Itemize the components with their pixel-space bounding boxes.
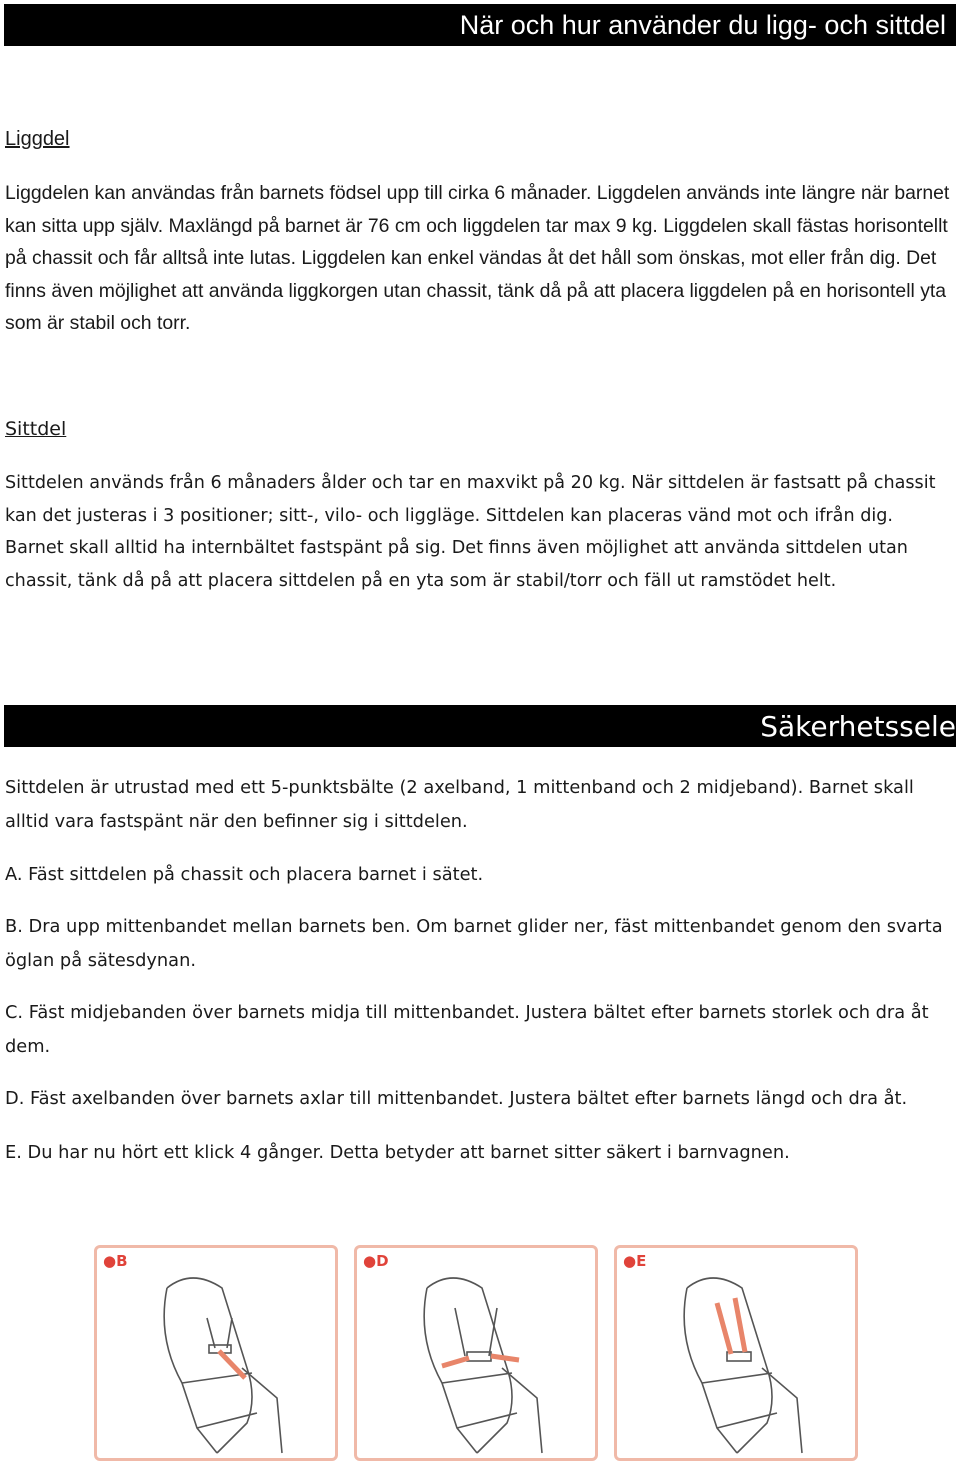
step-d: D. Fäst axelbanden över barnets axlar till mittenbandet. Justera bältet efter barnets längd och dra åt. [5,1088,908,1109]
crotch-strap-highlight [219,1351,245,1378]
section-header-banner [4,4,956,46]
seat-illustration [357,1248,595,1458]
figure-label: ●B [103,1252,128,1270]
sittdel-text: Sittdelen används från 6 månaders ålder och tar en maxvikt på 20 kg. När sittdelen är fastsatt på chassit kan det justeras i 3 positioner; sitt-, vilo- och liggläge. Sittdelen kan placeras vänd mot och ifrån dig. Barnet skall alltid ha internbältet fastspänt på sig. Det finns även möjlighet att använda sittdelen utan chassit, tänk då på att placera sittdelen på en yta som är stabil/torr och fäll ut ramstödet helt. [5,473,936,591]
figure-b [94,1245,338,1461]
sittdel-heading: Sittdel [5,418,67,440]
step-c: C. Fäst midjebanden över barnets midja till mittenbandet. Justera bältet efter barnets storlek och dra åt dem. [5,1002,929,1057]
page-title: När och hur använder du ligg- och sittdel [459,9,946,40]
seat-illustration [97,1248,335,1458]
seat-illustration [617,1248,855,1458]
step-a: A. Fäst sittdelen på chassit och placera barnet i sätet. [5,864,484,885]
liggdel-heading: Liggdel [5,128,70,150]
step-e: E. Du har nu hört ett klick 4 gånger. Detta betyder att barnet sitter säkert i barnvagnen. [5,1142,790,1163]
safety-harness-title: Säkerhetssele [760,709,956,743]
shoulder-straps-highlight [717,1298,745,1354]
figure-d [354,1245,598,1461]
safety-harness-banner [4,705,956,747]
figure-label: ●D [363,1252,389,1270]
figure-label: ●E [623,1252,647,1270]
step-b: B. Dra upp mittenbandet mellan barnets ben. Om barnet glider ner, fäst mittenbandet genom den svarta öglan på sätesdynan. [5,916,943,971]
harness-intro: Sittdelen är utrustad med ett 5-punktsbälte (2 axelband, 1 mittenband och 2 midjeband). Barnet skall alltid vara fastspänt när den befinner sig i sittdelen. [5,777,914,832]
liggdel-text: Liggdelen kan användas från barnets födsel upp till cirka 6 månader. Liggdelen används inte längre när barnet kan sitta upp själv. Maxlängd på barnet är 76 cm och liggdelen tar max 9 kg. Liggdelen skall fästas horisontellt på chassit och får alltså inte lutas. Liggdelen kan enkel vändas åt det håll som önskas, mot eller från dig. Det finns även möjlighet att använda liggkorgen utan chassit, tänk då på att placera liggdelen på en horisontell yta som är stabil och torr. [5,182,950,335]
figure-e [614,1245,858,1461]
